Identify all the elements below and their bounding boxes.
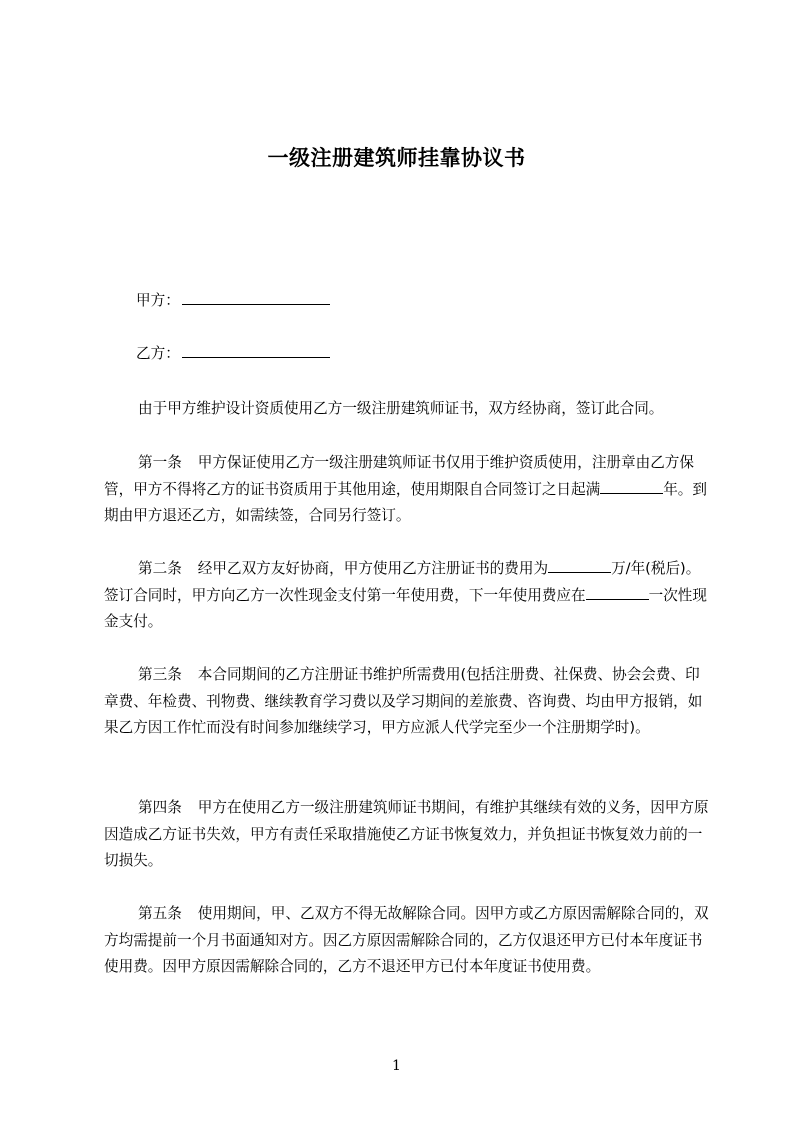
party-a-line (136, 290, 330, 312)
article-3 (104, 662, 714, 742)
article-4-label: 第四条 (138, 799, 182, 816)
article-2-fee-blank (548, 558, 611, 573)
article-3-label: 第三条 (138, 666, 182, 683)
page-number: 1 (392, 1058, 401, 1074)
party-b-blank (182, 343, 330, 358)
article-2 (104, 556, 714, 636)
preamble: 由于甲方维护设计资质使用乙方一级注册建筑师证书，双方经协商，签订此合同。 (138, 400, 664, 417)
article-5-text: 使用期间，甲、乙双方不得无故解除合同。因甲方或乙方原因需解除合同的，双方均需提前一个月书面通知对方。因乙方原因需解除合同的，乙方仅退还甲方已付本年度证书使用费。因甲方原因需解除合同的，乙方不退还甲方已付本年度证书使用费。 (104, 905, 709, 975)
party-a-label: 甲方： (136, 292, 180, 309)
article-2-text-b: 一次性现金支付。 (104, 586, 707, 630)
article-1-text-b: 年。到期由甲方退还乙方，如需续签，合同另行签订。 (104, 480, 707, 524)
party-b-label: 乙方： (136, 345, 180, 362)
article-5-label: 第五条 (138, 905, 182, 922)
article-2-date-blank (586, 585, 649, 600)
article-4-text: 甲方在使用乙方一级注册建筑师证书期间，有维护其继续有效的义务，因甲方原因造成乙方证书失效，甲方有责任采取措施使乙方证书恢复效力，并负担证书恢复效力前的一切损失。 (104, 799, 709, 869)
article-1-text-a: 甲方保证使用乙方一级注册建筑师证书仅用于维护资质使用，注册章由乙方保管，甲方不得将乙方的证书资质用于其他用途，使用期限自合同签订之日起满 (104, 454, 694, 498)
article-2-unit: 万/年(税后)。签订合同时，甲方向乙方一次性现金支付第一年使用费，下一年使用费应在 (104, 560, 701, 604)
article-2-label: 第二条 (138, 560, 182, 577)
article-5 (104, 901, 714, 981)
party-a-blank (182, 290, 330, 305)
article-1-label: 第一条 (138, 454, 182, 471)
article-1-years-blank (600, 479, 663, 494)
party-b-line (136, 343, 330, 365)
article-4 (104, 795, 714, 875)
page-title: 一级注册建筑师挂靠协议书 (267, 146, 526, 170)
article-2-text-a: 经甲乙双方友好协商，甲方使用乙方注册证书的费用为 (197, 560, 549, 577)
article-3-text: 本合同期间的乙方注册证书维护所需费用(包括注册费、社保费、协会会费、印章费、年检费、刊物费、继续教育学习费以及学习期间的差旅费、咨询费、均由甲方报销，如果乙方因工作忙而没有时间参加继续学习，甲方应派人代学完至少一个注册期学时)。 (104, 666, 703, 736)
article-1 (104, 450, 714, 530)
